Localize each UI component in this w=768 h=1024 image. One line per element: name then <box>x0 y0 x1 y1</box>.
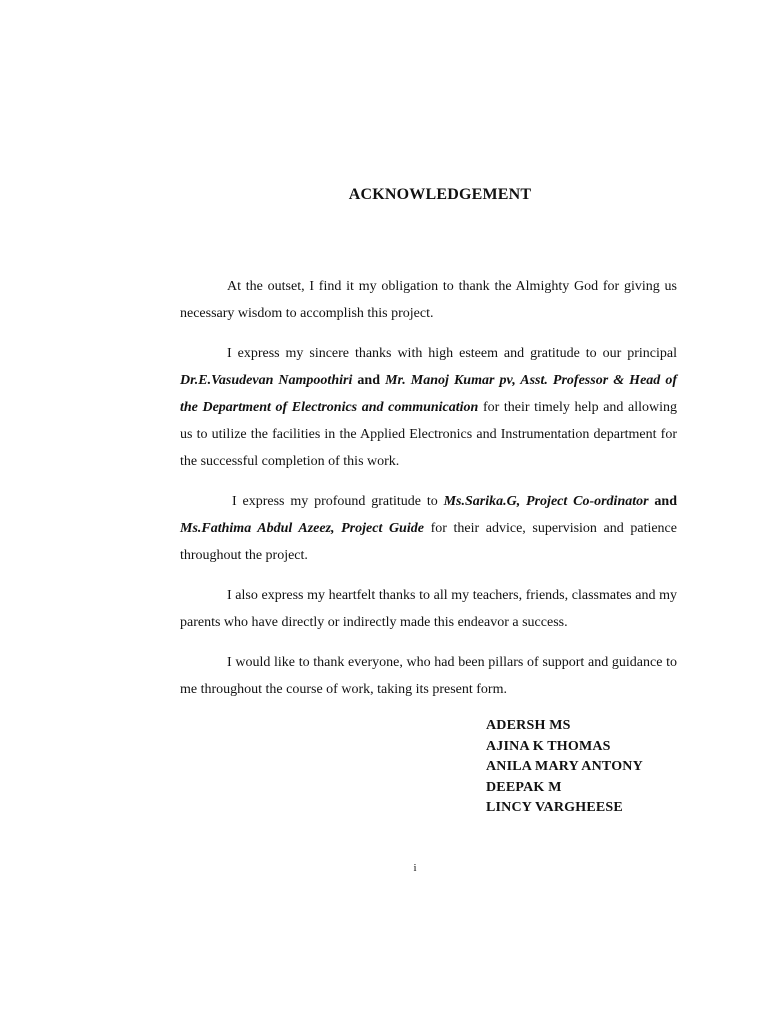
guide-name: Ms.Fathima Abdul Azeez, Project Guide <box>180 521 424 536</box>
paragraph-2 <box>180 340 677 475</box>
paragraph-3-rest: for their advice, supervision and patience throughout the project. <box>180 521 677 563</box>
author-name: ADERSH MS <box>486 718 571 733</box>
paragraph-5-text: I would like to thank everyone, who had been pillars of support and guidance to me throughout the course of work, taking its present form. <box>180 655 677 697</box>
page-number: i <box>413 862 417 874</box>
paragraph-2-intro: I express my sincere thanks with high esteem and gratitude to our principal <box>227 346 677 361</box>
paragraph-3-intro: I express my profound gratitude to <box>232 494 438 509</box>
page-title: ACKNOWLEDGEMENT <box>348 186 532 203</box>
author-list <box>486 716 643 819</box>
principal-name: Dr.E.Vasudevan Nampoothiri <box>180 373 353 388</box>
coordinator-name: Ms.Sarika.G, Project Co-ordinator <box>443 494 649 509</box>
paragraph-3-and: and <box>654 494 677 509</box>
author-name: ANILA MARY ANTONY <box>486 759 643 774</box>
paragraph-2-rest: for their timely help and allowing us to utilize the facilities in the Applied Electronics and Instrumentation department for the successful completion of this work. <box>180 400 678 469</box>
acknowledgement-body <box>180 273 677 716</box>
paragraph-2-and: and <box>357 373 380 388</box>
hod-name: Mr. Manoj Kumar pv, Asst. Professor & Head of the Department of Electronics and communication <box>180 373 678 415</box>
author-name: LINCY VARGHEESE <box>486 800 623 815</box>
paragraph-4-text: I also express my heartfelt thanks to all my teachers, friends, classmates and my parents who have directly or indirectly made this endeavor a success. <box>180 588 677 630</box>
paragraph-1 <box>180 273 677 327</box>
paragraph-3 <box>180 488 677 569</box>
author-name: DEEPAK M <box>486 779 562 795</box>
paragraph-1-text: At the outset, I find it my obligation to thank the Almighty God for giving us necessary wisdom to accomplish this project. <box>180 279 677 321</box>
paragraph-5 <box>180 649 677 703</box>
author-name: AJINA K THOMAS <box>486 738 611 754</box>
paragraph-4 <box>180 582 677 636</box>
